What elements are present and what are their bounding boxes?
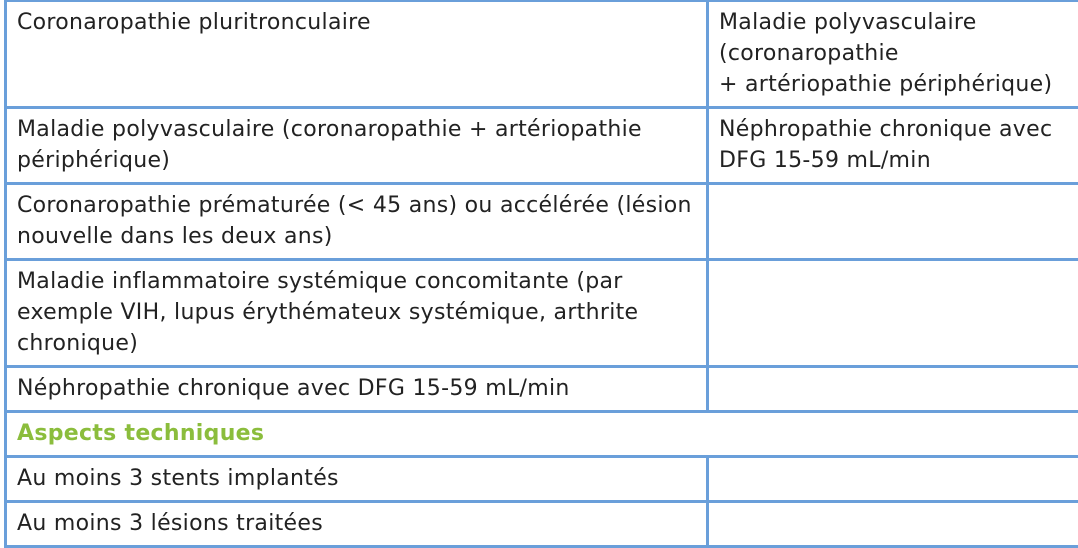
criterion-cell <box>708 184 1078 260</box>
section-header-row <box>6 412 1078 457</box>
criterion-cell <box>708 260 1078 367</box>
criterion-cell <box>708 457 1078 502</box>
section-title: Aspects techniques <box>6 412 1078 457</box>
table-row <box>6 260 1078 367</box>
criterion-cell: Maladie polyvasculaire (coronaropathie + artériopathie périphérique) <box>6 108 708 184</box>
criterion-cell: Néphropathie chronique avec DFG 15-59 mL/min <box>6 367 708 412</box>
criterion-cell: Au moins 3 lésions traitées <box>6 502 708 547</box>
table-row <box>6 1 1078 108</box>
criterion-cell <box>708 502 1078 547</box>
criterion-cell: Maladie inflammatoire systémique concomitante (par exemple VIH, lupus érythémateux systémique, arthrite chronique) <box>6 260 708 367</box>
criterion-cell: Maladie polyvasculaire (coronaropathie + artériopathie périphérique) <box>708 1 1078 108</box>
table-row <box>6 367 1078 412</box>
criterion-cell: Néphropathie chronique avec DFG 15-59 mL/min <box>708 108 1078 184</box>
criterion-cell: Coronaropathie prématurée (< 45 ans) ou accélérée (lésion nouvelle dans les deux ans) <box>6 184 708 260</box>
table-row <box>6 502 1078 547</box>
criterion-cell: Au moins 3 stents implantés <box>6 457 708 502</box>
criteria-table <box>4 0 1078 548</box>
criterion-cell: Coronaropathie pluritronculaire <box>6 1 708 108</box>
table-row <box>6 457 1078 502</box>
criterion-cell <box>708 367 1078 412</box>
table-row <box>6 184 1078 260</box>
table-row <box>6 108 1078 184</box>
